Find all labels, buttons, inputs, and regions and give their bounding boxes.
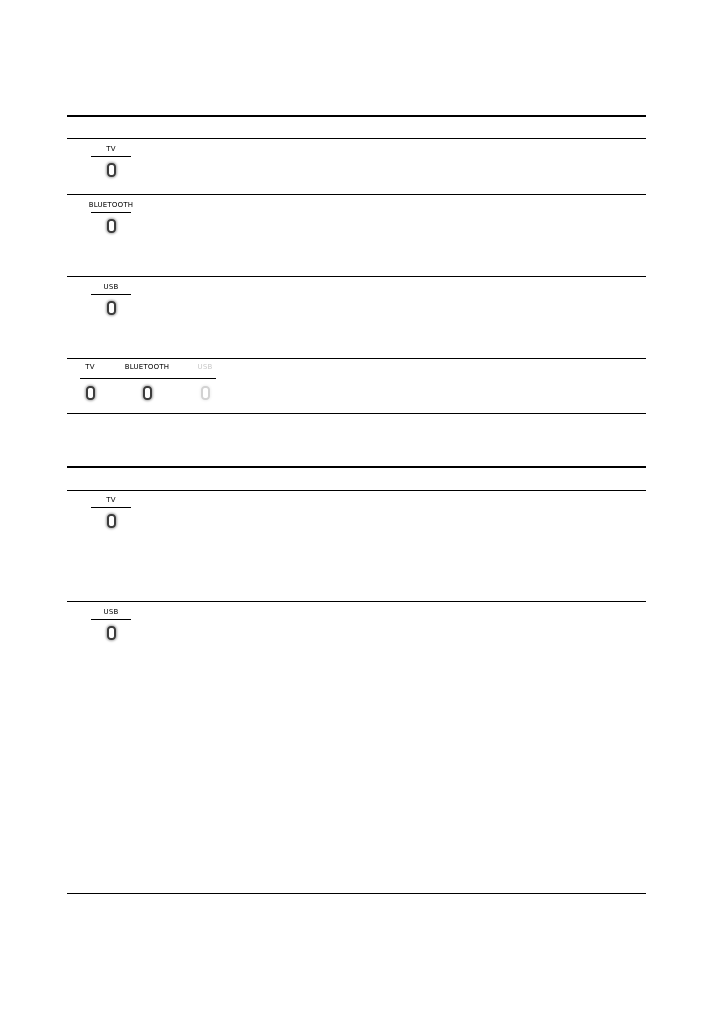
row-divider xyxy=(67,601,646,602)
indicator-label: TV xyxy=(85,363,95,371)
indicator-label: BLUETOOTH xyxy=(88,201,134,209)
indicator-label: TV xyxy=(106,496,116,504)
indicator-underline xyxy=(91,156,131,157)
section1-top-rule xyxy=(67,115,646,117)
indicator-bluetooth xyxy=(81,201,141,233)
indicator-label: USB xyxy=(103,608,119,616)
row-divider xyxy=(67,358,646,359)
indicator-lamp-icon xyxy=(107,163,116,177)
indicator-lamp-icon xyxy=(107,219,116,233)
indicator-lamp-icon xyxy=(143,386,152,400)
indicator-lamp-icon xyxy=(201,386,210,400)
indicator-lamp-icon xyxy=(107,301,116,315)
section1-header-rule xyxy=(67,138,646,139)
indicator-underline xyxy=(91,294,131,295)
indicator-lamp-icon xyxy=(107,626,116,640)
section1-bottom-rule xyxy=(67,413,646,414)
indicator-label: USB xyxy=(103,283,119,291)
indicator-usb xyxy=(175,363,235,400)
indicator-underline xyxy=(91,507,131,508)
section2-bottom-rule xyxy=(67,893,646,894)
row-divider xyxy=(67,194,646,195)
indicator-tv xyxy=(60,363,120,400)
indicator-tv xyxy=(81,496,141,528)
indicator-group xyxy=(80,363,216,408)
row-divider xyxy=(67,276,646,277)
indicator-label: TV xyxy=(106,145,116,153)
indicator-label: USB xyxy=(197,363,213,371)
indicator-underline xyxy=(91,212,131,213)
indicator-lamp-icon xyxy=(86,386,95,400)
section2-top-rule xyxy=(67,466,646,468)
indicator-underline xyxy=(91,619,131,620)
indicator-label: BLUETOOTH xyxy=(124,363,170,371)
indicator-tv xyxy=(81,145,141,177)
indicator-bluetooth xyxy=(117,363,177,400)
indicator-usb xyxy=(81,283,141,315)
indicator-usb xyxy=(81,608,141,640)
indicator-lamp-icon xyxy=(107,514,116,528)
section2-header-rule xyxy=(67,490,646,491)
